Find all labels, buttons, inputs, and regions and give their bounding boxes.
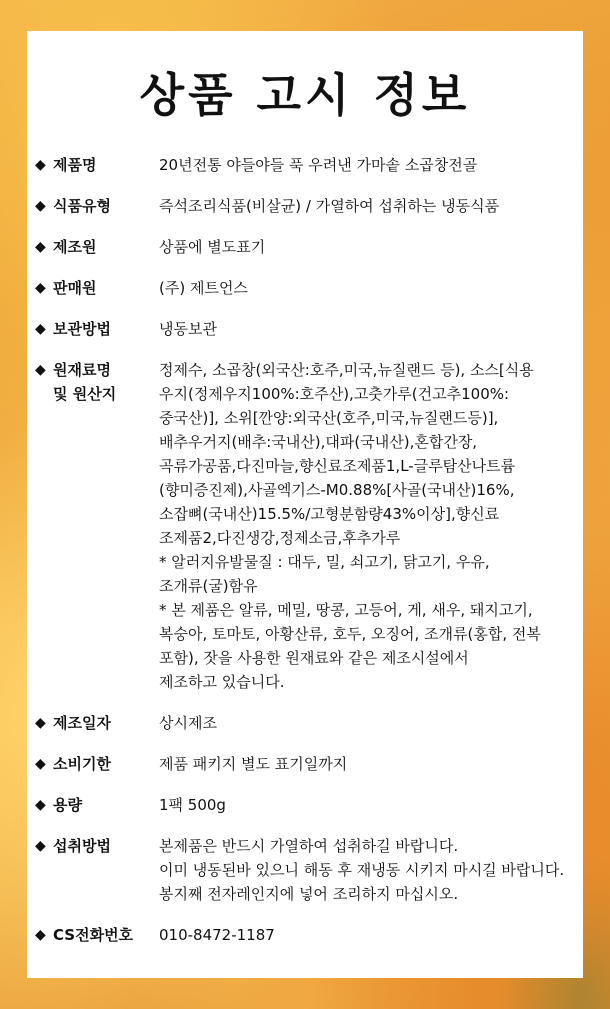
- info-value-line: 이미 냉동된바 있으니 해동 후 재냉동 시키지 마시길 바랍니다.: [159, 861, 565, 879]
- info-row: [27, 235, 583, 259]
- info-label-text: 소비기한: [53, 755, 111, 773]
- diamond-bullet-icon: ◆: [35, 715, 46, 731]
- info-label-text: 섭취방법: [53, 837, 111, 855]
- info-table: [27, 153, 583, 964]
- info-value-line: * 본 제품은 알류, 메밀, 땅콩, 고등어, 게, 새우, 돼지고기,: [159, 601, 533, 619]
- info-row: [27, 194, 583, 218]
- info-label-text: 제조원: [53, 238, 97, 256]
- info-label: [27, 194, 159, 218]
- info-value: [159, 153, 583, 177]
- diamond-bullet-icon: ◆: [35, 198, 46, 214]
- info-value-line: 본제품은 반드시 가열하여 섭취하길 바랍니다.: [159, 837, 459, 855]
- info-value-line: 봉지째 전자레인지에 넣어 조리하지 마십시오.: [159, 885, 459, 903]
- info-label-text: 원재료명 및 원산지: [53, 361, 117, 403]
- info-value-line: 1팩 500g: [159, 796, 226, 814]
- info-value: [159, 711, 583, 735]
- info-value-line: 곡류가공품,다진마늘,향신료조제품1,L-글루탐산나트륨: [159, 457, 516, 475]
- info-value-line: 조제품2,다진생강,정제소금,후추가루: [159, 529, 401, 547]
- info-label-text: 제조일자: [53, 714, 111, 732]
- info-value-line: (향미증진제),사골엑기스-M0.88%[사골(국내산)16%,: [159, 481, 515, 499]
- info-row: [27, 834, 583, 906]
- info-label: [27, 711, 159, 735]
- diamond-bullet-icon: ◆: [35, 797, 46, 813]
- info-value-line: 소잡뼈(국내산)15.5%/고형분함량43%이상],향신료: [159, 505, 500, 523]
- info-row: [27, 153, 583, 177]
- diamond-bullet-icon: ◆: [35, 321, 46, 337]
- info-value-line: 중국산)], 소위[깐양:외국산(호주,미국,뉴질랜드등)],: [159, 409, 499, 427]
- diamond-bullet-icon: ◆: [35, 838, 46, 854]
- info-value-line: 포함), 잣을 사용한 원재료와 같은 제조시설에서: [159, 649, 469, 667]
- page-title: 상품 고시 정보: [139, 68, 471, 122]
- info-value-line: 제조하고 있습니다.: [159, 673, 285, 691]
- info-row: [27, 358, 583, 694]
- info-label: [27, 153, 159, 177]
- info-label-text: 용량: [53, 796, 82, 814]
- info-value-line: 조개류(굴)함유: [159, 577, 258, 595]
- info-value-line: 20년전통 야들야들 푹 우려낸 가마솥 소곱창전골: [159, 156, 478, 174]
- info-value-line: 상시제조: [159, 714, 217, 732]
- info-row: [27, 752, 583, 776]
- info-value: [159, 276, 583, 300]
- diamond-bullet-icon: ◆: [35, 157, 46, 173]
- info-value: [159, 793, 583, 817]
- info-row: [27, 276, 583, 300]
- info-value-line: 상품에 별도표기: [159, 238, 266, 256]
- info-label: [27, 276, 159, 300]
- info-row: [27, 317, 583, 341]
- info-value-line: 배추우거지(배추:국내산),대파(국내산),혼합간장,: [159, 433, 478, 451]
- info-row: [27, 793, 583, 817]
- info-label-text: 식품유형: [53, 197, 111, 215]
- info-value-line: 우지(정제우지100%:호주산),고춧가루(건고추100%:: [159, 385, 510, 403]
- info-row: [27, 923, 583, 947]
- info-value-line: 제품 패키지 별도 표기일까지: [159, 755, 348, 773]
- info-label: [27, 235, 159, 259]
- info-label: [27, 358, 159, 406]
- diamond-bullet-icon: ◆: [35, 280, 46, 296]
- info-value-line: 010-8472-1187: [159, 926, 275, 944]
- diamond-bullet-icon: ◆: [35, 239, 46, 255]
- info-label: [27, 752, 159, 776]
- diamond-bullet-icon: ◆: [35, 756, 46, 772]
- diamond-bullet-icon: ◆: [35, 927, 46, 943]
- info-value: [159, 752, 583, 776]
- info-value: [159, 194, 583, 218]
- info-row: [27, 711, 583, 735]
- info-value-line: 즉석조리식품(비살균) / 가열하여 섭취하는 냉동식품: [159, 197, 500, 215]
- product-info-card: [27, 31, 583, 978]
- info-value: [159, 358, 583, 694]
- info-value: [159, 834, 583, 906]
- info-label-text: CS전화번호: [53, 926, 134, 944]
- info-label-text: 보관방법: [53, 320, 111, 338]
- info-value-line: 복숭아, 토마토, 아황산류, 호두, 오징어, 조개류(홍합, 전복: [159, 625, 541, 643]
- info-label-text: 제품명: [53, 156, 97, 174]
- info-value-line: (주) 제트언스: [159, 279, 248, 297]
- info-label: [27, 793, 159, 817]
- info-value-line: * 알러지유발물질 : 대두, 밀, 쇠고기, 닭고기, 우유,: [159, 553, 490, 571]
- info-label: [27, 923, 159, 947]
- info-label-text: 판매원: [53, 279, 97, 297]
- diamond-bullet-icon: ◆: [35, 362, 46, 378]
- info-label: [27, 317, 159, 341]
- info-value: [159, 317, 583, 341]
- info-value-line: 정제수, 소곱창(외국산:호주,미국,뉴질랜드 등), 소스[식용: [159, 361, 534, 379]
- info-value: [159, 235, 583, 259]
- info-value-line: 냉동보관: [159, 320, 217, 338]
- info-value: [159, 923, 583, 947]
- info-label: [27, 834, 159, 858]
